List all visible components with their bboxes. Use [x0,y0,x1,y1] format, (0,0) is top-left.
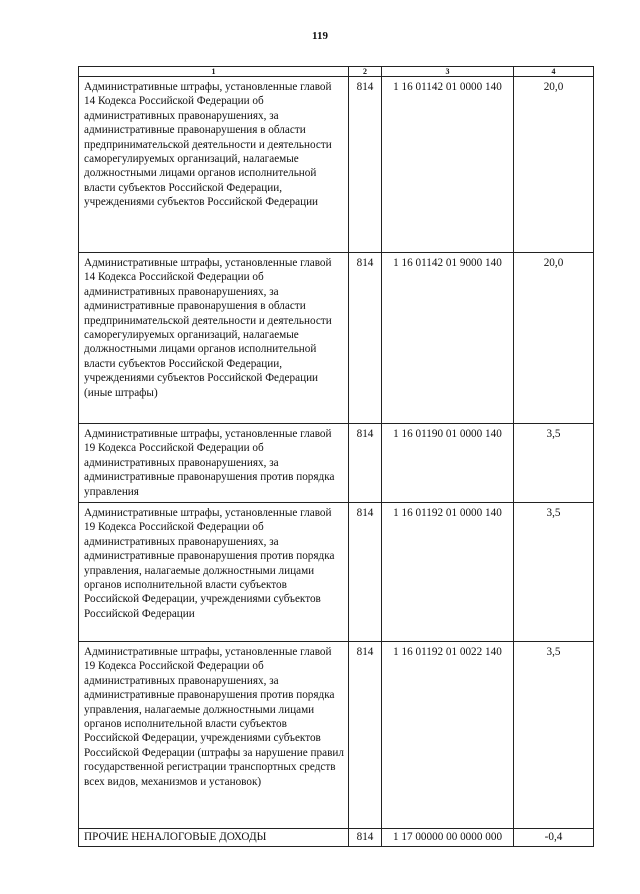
row-amount: 3,5 [514,642,594,829]
total-description: ПРОЧИЕ НЕНАЛОГОВЫЕ ДОХОДЫ [79,829,349,847]
row-amount: 3,5 [514,503,594,642]
row-admin-code: 814 [349,253,382,424]
page-number: 119 [312,30,328,42]
row-kbk-code: 1 16 01192 01 0022 140 [382,642,514,829]
row-kbk-code: 1 16 01142 01 9000 140 [382,253,514,424]
row-admin-code: 814 [349,503,382,642]
table-header-row [79,67,594,77]
total-admin-code: 814 [349,829,382,847]
row-kbk-code: 1 16 01190 01 0000 140 [382,424,514,503]
row-description: Административные штрафы, установленные главой 19 Кодекса Российской Федерации об административных правонарушениях, за административные правонарушения против порядка управления, налагаемые должностными лицами органов исполнительной власти субъектов Российской Федерации, учреждениями субъектов Российской Федерации [79,503,349,642]
row-kbk-code: 1 16 01142 01 0000 140 [382,77,514,253]
column-header-1: 1 [79,67,349,77]
row-amount: 20,0 [514,253,594,424]
row-amount: 3,5 [514,424,594,503]
column-header-2: 2 [349,67,382,77]
table-row [79,253,594,424]
column-header-3: 3 [382,67,514,77]
row-kbk-code: 1 16 01192 01 0000 140 [382,503,514,642]
row-admin-code: 814 [349,77,382,253]
budget-table [78,66,594,847]
row-admin-code: 814 [349,642,382,829]
column-header-4: 4 [514,67,594,77]
row-description: Административные штрафы, установленные главой 14 Кодекса Российской Федерации об административных правонарушениях, за административные правонарушения в области предпринимательской деятельности и деятельности саморегулируемых организаций, налагаемые должностными лицами органов исполнительной власти субъектов Российской Федерации, учреждениями субъектов Российской Федерации [79,77,349,253]
total-amount: -0,4 [514,829,594,847]
table-row [79,503,594,642]
table-row [79,642,594,829]
total-kbk-code: 1 17 00000 00 0000 000 [382,829,514,847]
table-row [79,424,594,503]
row-description: Административные штрафы, установленные главой 14 Кодекса Российской Федерации об административных правонарушениях, за административные правонарушения в области предпринимательской деятельности и деятельности саморегулируемых организаций, налагаемые должностными лицами органов исполнительной власти субъектов Российской Федерации, учреждениями субъектов Российской Федерации (иные штрафы) [79,253,349,424]
row-description: Административные штрафы, установленные главой 19 Кодекса Российской Федерации об административных правонарушениях, за административные правонарушения против порядка управления [79,424,349,503]
row-amount: 20,0 [514,77,594,253]
row-description: Административные штрафы, установленные главой 19 Кодекса Российской Федерации об административных правонарушениях, за административные правонарушения против порядка управления, налагаемые должностными лицами органов исполнительной власти субъектов Российской Федерации, учреждениями субъектов Российской Федерации (штрафы за нарушение правил государственной регистрации транспортных средств всех видов, механизмов и установок) [79,642,349,829]
row-admin-code: 814 [349,424,382,503]
total-row [79,829,594,847]
table-row [79,77,594,253]
